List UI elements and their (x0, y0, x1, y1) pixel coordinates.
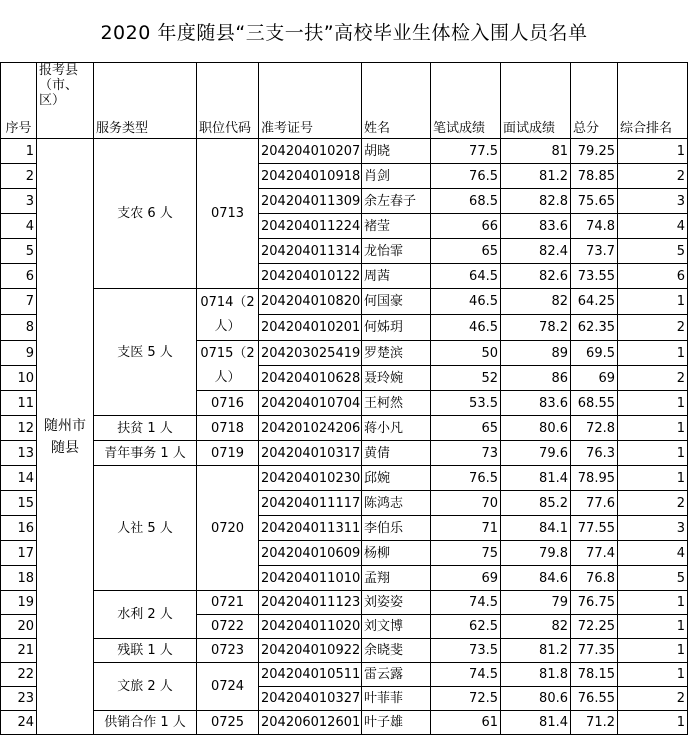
cell-total: 68.55 (571, 391, 618, 416)
cell-seq: 18 (1, 566, 37, 591)
cell-seq: 2 (1, 164, 37, 189)
cell-name: 黄倩 (362, 441, 431, 466)
cell-written: 64.5 (431, 264, 501, 289)
candidate-table (0, 62, 688, 735)
cell-rank: 1 (618, 139, 688, 164)
cell-total: 79.25 (571, 139, 618, 164)
cell-code: 0719 (197, 441, 259, 466)
cell-interview: 81 (501, 139, 571, 164)
cell-interview: 79 (501, 591, 571, 615)
cell-seq: 13 (1, 441, 37, 466)
cell-exam: 204204010327 (259, 687, 362, 711)
cell-code: 0724 (197, 663, 259, 711)
cell-rank: 1 (618, 441, 688, 466)
cell-name: 龙怡霏 (362, 239, 431, 264)
cell-exam: 204204010922 (259, 639, 362, 663)
cell-interview: 82.8 (501, 189, 571, 214)
cell-written: 72.5 (431, 687, 501, 711)
cell-code: 0722 (197, 615, 259, 639)
cell-rank: 2 (618, 315, 688, 341)
cell-exam: 204204010317 (259, 441, 362, 466)
cell-interview: 82.4 (501, 239, 571, 264)
cell-exam: 204204010230 (259, 466, 362, 491)
header-total: 总分 (571, 63, 618, 139)
cell-interview: 89 (501, 341, 571, 366)
cell-total: 76.75 (571, 591, 618, 615)
cell-seq: 11 (1, 391, 37, 416)
cell-rank: 4 (618, 214, 688, 239)
cell-interview: 79.6 (501, 441, 571, 466)
cell-rank: 2 (618, 687, 688, 711)
cell-seq: 17 (1, 541, 37, 566)
cell-written: 46.5 (431, 315, 501, 341)
document-title: 2020 年度随县“三支一扶”高校毕业生体检入围人员名单 (100, 21, 588, 44)
cell-service: 人社 5 人 (94, 466, 197, 591)
cell-written: 76.5 (431, 466, 501, 491)
cell-seq: 8 (1, 315, 37, 341)
cell-rank: 1 (618, 711, 688, 735)
cell-total: 78.15 (571, 663, 618, 687)
cell-seq: 14 (1, 466, 37, 491)
cell-name: 杨柳 (362, 541, 431, 566)
cell-written: 50 (431, 341, 501, 366)
cell-exam: 204204011314 (259, 239, 362, 264)
cell-seq: 21 (1, 639, 37, 663)
cell-name: 刘文博 (362, 615, 431, 639)
cell-name: 胡晓 (362, 139, 431, 164)
cell-name: 李伯乐 (362, 516, 431, 541)
cell-interview: 82.6 (501, 264, 571, 289)
cell-interview: 78.2 (501, 315, 571, 341)
cell-name: 罗楚滨 (362, 341, 431, 366)
cell-interview: 80.6 (501, 687, 571, 711)
cell-exam: 204204010704 (259, 391, 362, 416)
cell-total: 73.7 (571, 239, 618, 264)
cell-rank: 4 (618, 541, 688, 566)
table-row (1, 416, 688, 441)
cell-name: 雷云露 (362, 663, 431, 687)
cell-interview: 79.8 (501, 541, 571, 566)
cell-written: 62.5 (431, 615, 501, 639)
table-row (1, 711, 688, 735)
cell-exam: 204206012601 (259, 711, 362, 735)
cell-total: 74.8 (571, 214, 618, 239)
cell-total: 76.55 (571, 687, 618, 711)
cell-exam: 204204011311 (259, 516, 362, 541)
cell-seq: 1 (1, 139, 37, 164)
cell-name: 周茜 (362, 264, 431, 289)
cell-written: 65 (431, 416, 501, 441)
cell-seq: 5 (1, 239, 37, 264)
cell-total: 75.65 (571, 189, 618, 214)
cell-code: 0725 (197, 711, 259, 735)
cell-service: 供销合作 1 人 (94, 711, 197, 735)
cell-written: 61 (431, 711, 501, 735)
cell-total: 77.4 (571, 541, 618, 566)
cell-rank: 2 (618, 491, 688, 516)
header-service: 服务类型 (94, 63, 197, 139)
cell-name: 蒋小凡 (362, 416, 431, 441)
cell-written: 68.5 (431, 189, 501, 214)
cell-rank: 3 (618, 189, 688, 214)
cell-written: 69 (431, 566, 501, 591)
cell-total: 69.5 (571, 341, 618, 366)
cell-name: 肖剑 (362, 164, 431, 189)
cell-name: 聂玲婉 (362, 366, 431, 391)
cell-code: 0714（2人） (197, 289, 259, 341)
cell-interview: 81.2 (501, 639, 571, 663)
cell-total: 77.55 (571, 516, 618, 541)
cell-rank: 1 (618, 639, 688, 663)
cell-seq: 12 (1, 416, 37, 441)
cell-seq: 24 (1, 711, 37, 735)
cell-interview: 82 (501, 615, 571, 639)
cell-code: 0713 (197, 139, 259, 289)
cell-exam: 204204010628 (259, 366, 362, 391)
cell-name: 何国豪 (362, 289, 431, 315)
cell-code: 0720 (197, 466, 259, 591)
cell-seq: 20 (1, 615, 37, 639)
cell-exam: 204204011010 (259, 566, 362, 591)
cell-code: 0721 (197, 591, 259, 615)
table-row (1, 663, 688, 687)
table-row (1, 139, 688, 164)
cell-seq: 15 (1, 491, 37, 516)
cell-rank: 6 (618, 264, 688, 289)
cell-rank: 1 (618, 615, 688, 639)
cell-rank: 5 (618, 566, 688, 591)
cell-written: 73.5 (431, 639, 501, 663)
cell-interview: 84.1 (501, 516, 571, 541)
cell-rank: 1 (618, 289, 688, 315)
cell-total: 71.2 (571, 711, 618, 735)
cell-interview: 83.6 (501, 391, 571, 416)
cell-exam: 204204011309 (259, 189, 362, 214)
cell-service: 水利 2 人 (94, 591, 197, 639)
cell-total: 69 (571, 366, 618, 391)
cell-service: 支农 6 人 (94, 139, 197, 289)
cell-total: 77.6 (571, 491, 618, 516)
cell-total: 76.8 (571, 566, 618, 591)
cell-interview: 82 (501, 289, 571, 315)
cell-seq: 7 (1, 289, 37, 315)
table-row (1, 466, 688, 491)
cell-service: 青年事务 1 人 (94, 441, 197, 466)
cell-rank: 2 (618, 366, 688, 391)
cell-seq: 6 (1, 264, 37, 289)
cell-written: 66 (431, 214, 501, 239)
cell-name: 余左春子 (362, 189, 431, 214)
cell-exam: 204204011123 (259, 591, 362, 615)
header-seq: 序号 (1, 63, 37, 139)
cell-written: 77.5 (431, 139, 501, 164)
cell-name: 陈鸿志 (362, 491, 431, 516)
cell-rank: 1 (618, 391, 688, 416)
cell-interview: 81.4 (501, 466, 571, 491)
cell-service: 支医 5 人 (94, 289, 197, 416)
table-row (1, 441, 688, 466)
cell-code: 0715（2人） (197, 341, 259, 391)
cell-written: 76.5 (431, 164, 501, 189)
cell-rank: 5 (618, 239, 688, 264)
cell-name: 邱婉 (362, 466, 431, 491)
cell-code: 0718 (197, 416, 259, 441)
cell-exam: 204204011224 (259, 214, 362, 239)
cell-seq: 16 (1, 516, 37, 541)
cell-total: 77.35 (571, 639, 618, 663)
cell-rank: 1 (618, 466, 688, 491)
cell-name: 叶菲菲 (362, 687, 431, 711)
header-interview: 面试成绩 (501, 63, 571, 139)
cell-total: 72.25 (571, 615, 618, 639)
cell-interview: 80.6 (501, 416, 571, 441)
cell-total: 78.85 (571, 164, 618, 189)
cell-written: 73 (431, 441, 501, 466)
cell-interview: 81.4 (501, 711, 571, 735)
table-row (1, 289, 688, 315)
cell-exam: 204204010207 (259, 139, 362, 164)
cell-name: 余晓斐 (362, 639, 431, 663)
cell-exam: 204204011020 (259, 615, 362, 639)
cell-rank: 1 (618, 341, 688, 366)
cell-written: 75 (431, 541, 501, 566)
cell-name: 王柯然 (362, 391, 431, 416)
cell-written: 46.5 (431, 289, 501, 315)
cell-rank: 3 (618, 516, 688, 541)
cell-rank: 1 (618, 416, 688, 441)
header-exam: 准考证号 (259, 63, 362, 139)
cell-interview: 84.6 (501, 566, 571, 591)
cell-written: 65 (431, 239, 501, 264)
header-row (1, 63, 688, 139)
table-row (1, 639, 688, 663)
cell-service: 残联 1 人 (94, 639, 197, 663)
cell-exam: 204201024206 (259, 416, 362, 441)
cell-written: 52 (431, 366, 501, 391)
cell-service: 文旅 2 人 (94, 663, 197, 711)
cell-rank: 2 (618, 164, 688, 189)
header-county: 报考县（市、区） (37, 63, 94, 139)
cell-interview: 83.6 (501, 214, 571, 239)
cell-seq: 19 (1, 591, 37, 615)
cell-total: 62.35 (571, 315, 618, 341)
cell-total: 72.8 (571, 416, 618, 441)
cell-written: 53.5 (431, 391, 501, 416)
cell-interview: 86 (501, 366, 571, 391)
cell-exam: 204204011117 (259, 491, 362, 516)
cell-exam: 204203025419 (259, 341, 362, 366)
cell-total: 78.95 (571, 466, 618, 491)
cell-interview: 85.2 (501, 491, 571, 516)
header-written: 笔试成绩 (431, 63, 501, 139)
cell-exam: 204204010820 (259, 289, 362, 315)
cell-written: 71 (431, 516, 501, 541)
cell-rank: 1 (618, 663, 688, 687)
cell-name: 叶子雄 (362, 711, 431, 735)
cell-name: 孟翔 (362, 566, 431, 591)
cell-exam: 204204010609 (259, 541, 362, 566)
cell-service: 扶贫 1 人 (94, 416, 197, 441)
table-row (1, 591, 688, 615)
cell-code: 0723 (197, 639, 259, 663)
cell-written: 70 (431, 491, 501, 516)
cell-exam: 204204010918 (259, 164, 362, 189)
cell-total: 73.55 (571, 264, 618, 289)
cell-exam: 204204010511 (259, 663, 362, 687)
cell-seq: 3 (1, 189, 37, 214)
cell-seq: 4 (1, 214, 37, 239)
cell-interview: 81.8 (501, 663, 571, 687)
cell-seq: 9 (1, 341, 37, 366)
header-code: 职位代码 (197, 63, 259, 139)
cell-written: 74.5 (431, 591, 501, 615)
cell-total: 76.3 (571, 441, 618, 466)
cell-exam: 204204010201 (259, 315, 362, 341)
cell-code: 0716 (197, 391, 259, 416)
cell-county: 随州市随县 (37, 139, 94, 735)
cell-name: 褚莹 (362, 214, 431, 239)
cell-interview: 81.2 (501, 164, 571, 189)
cell-name: 刘姿姿 (362, 591, 431, 615)
cell-seq: 23 (1, 687, 37, 711)
cell-name: 何姊玥 (362, 315, 431, 341)
header-name: 姓名 (362, 63, 431, 139)
header-rank: 综合排名 (618, 63, 688, 139)
cell-seq: 22 (1, 663, 37, 687)
cell-written: 74.5 (431, 663, 501, 687)
cell-rank: 1 (618, 591, 688, 615)
cell-total: 64.25 (571, 289, 618, 315)
cell-exam: 204204010122 (259, 264, 362, 289)
cell-seq: 10 (1, 366, 37, 391)
